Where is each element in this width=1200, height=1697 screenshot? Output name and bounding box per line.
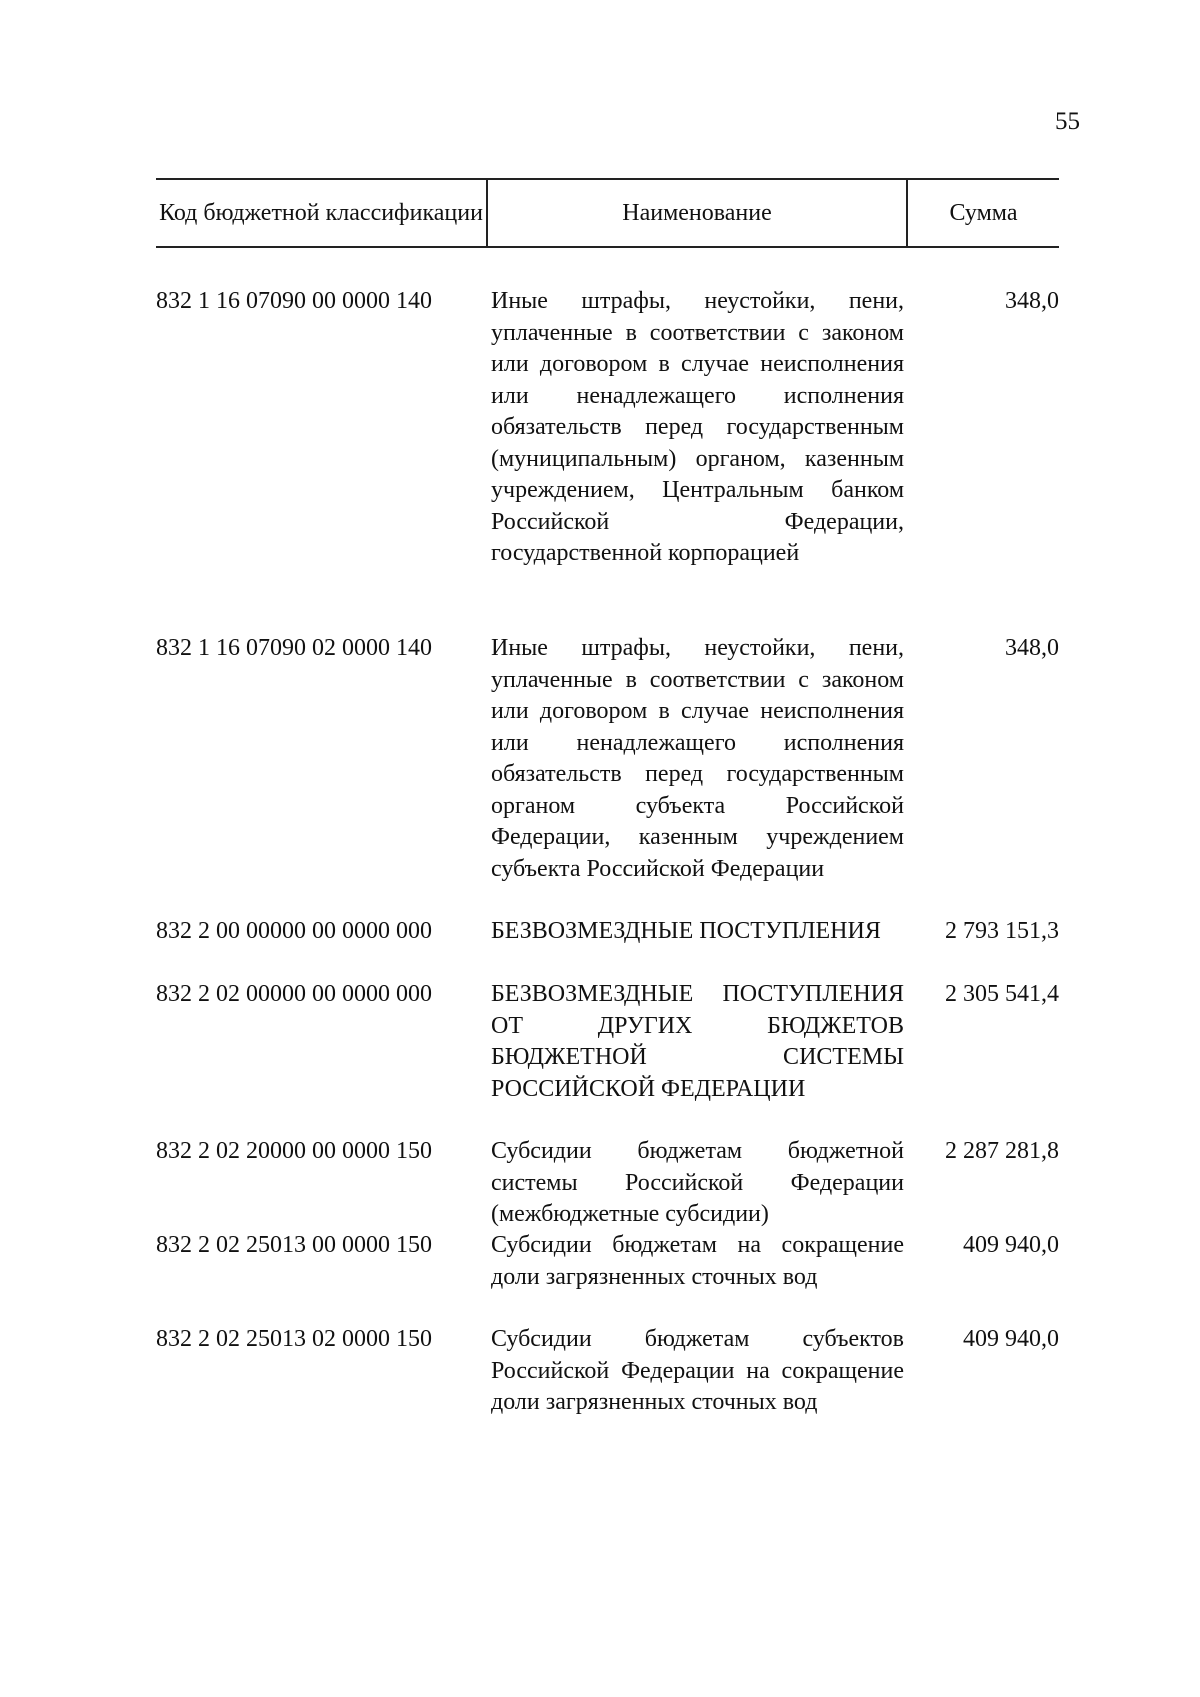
row-sum: 348,0 [1005,288,1059,314]
row-name: Иные штрафы, неустойки, пени, уплаченные в соответствии с законом или договором в случае неисполнения или ненадлежащего исполнения обязательств перед государственным (муниципальным) органом, казенным учреждением, Центральным банком Российской Федерации, государственной корпорацией [491,288,904,566]
table-row [156,1230,1059,1324]
row-sum: 409 940,0 [963,1326,1059,1352]
table-row [156,1324,1059,1450]
table-row [156,979,1059,1136]
header-name: Наименование [488,180,908,246]
row-name: БЕЗВОЗМЕЗДНЫЕ ПОСТУПЛЕНИЯ [491,918,881,944]
row-sum: 348,0 [1005,635,1059,661]
row-sum: 409 940,0 [963,1232,1059,1258]
row-name: Субсидии бюджетам на сокращение доли загрязненных сточных вод [491,1232,904,1290]
row-code: 832 1 16 07090 02 0000 140 [156,635,432,661]
table-row [156,1136,1059,1230]
table-header [156,178,1059,248]
page-number: 55 [1055,108,1080,135]
row-sum: 2 287 281,8 [945,1138,1059,1164]
row-code: 832 2 02 00000 00 0000 000 [156,981,432,1007]
header-sum: Сумма [949,200,1018,226]
row-sum: 2 793 151,3 [945,918,1059,944]
table-row [156,916,1059,979]
row-name: Субсидии бюджетам бюджетной системы Российской Федерации (межбюджетные субсидии) [491,1138,904,1227]
row-code: 832 1 16 07090 00 0000 140 [156,288,432,314]
row-name: Субсидии бюджетам субъектов Российской Федерации на сокращение доли загрязненных сточных вод [491,1326,904,1415]
header-code: Код бюджетной классификации [156,180,488,246]
table-row [156,633,1059,916]
row-code: 832 2 00 00000 00 0000 000 [156,918,432,944]
table-body [156,286,1059,1450]
row-code: 832 2 02 25013 02 0000 150 [156,1326,432,1352]
row-name: БЕЗВОЗМЕЗДНЫЕ ПОСТУПЛЕНИЯ ОТ ДРУГИХ БЮДЖЕТОВ БЮДЖЕТНОЙ СИСТЕМЫ РОССИЙСКОЙ ФЕДЕРАЦИИ [491,981,904,1102]
table-row [156,286,1059,633]
row-name: Иные штрафы, неустойки, пени, уплаченные в соответствии с законом или договором в случае неисполнения или ненадлежащего исполнения обязательств перед государственным органом субъекта Российской Федерации, казенным учреждением субъекта Российской Федерации [491,635,904,882]
row-sum: 2 305 541,4 [945,981,1059,1007]
row-code: 832 2 02 20000 00 0000 150 [156,1138,432,1164]
row-code: 832 2 02 25013 00 0000 150 [156,1232,432,1258]
